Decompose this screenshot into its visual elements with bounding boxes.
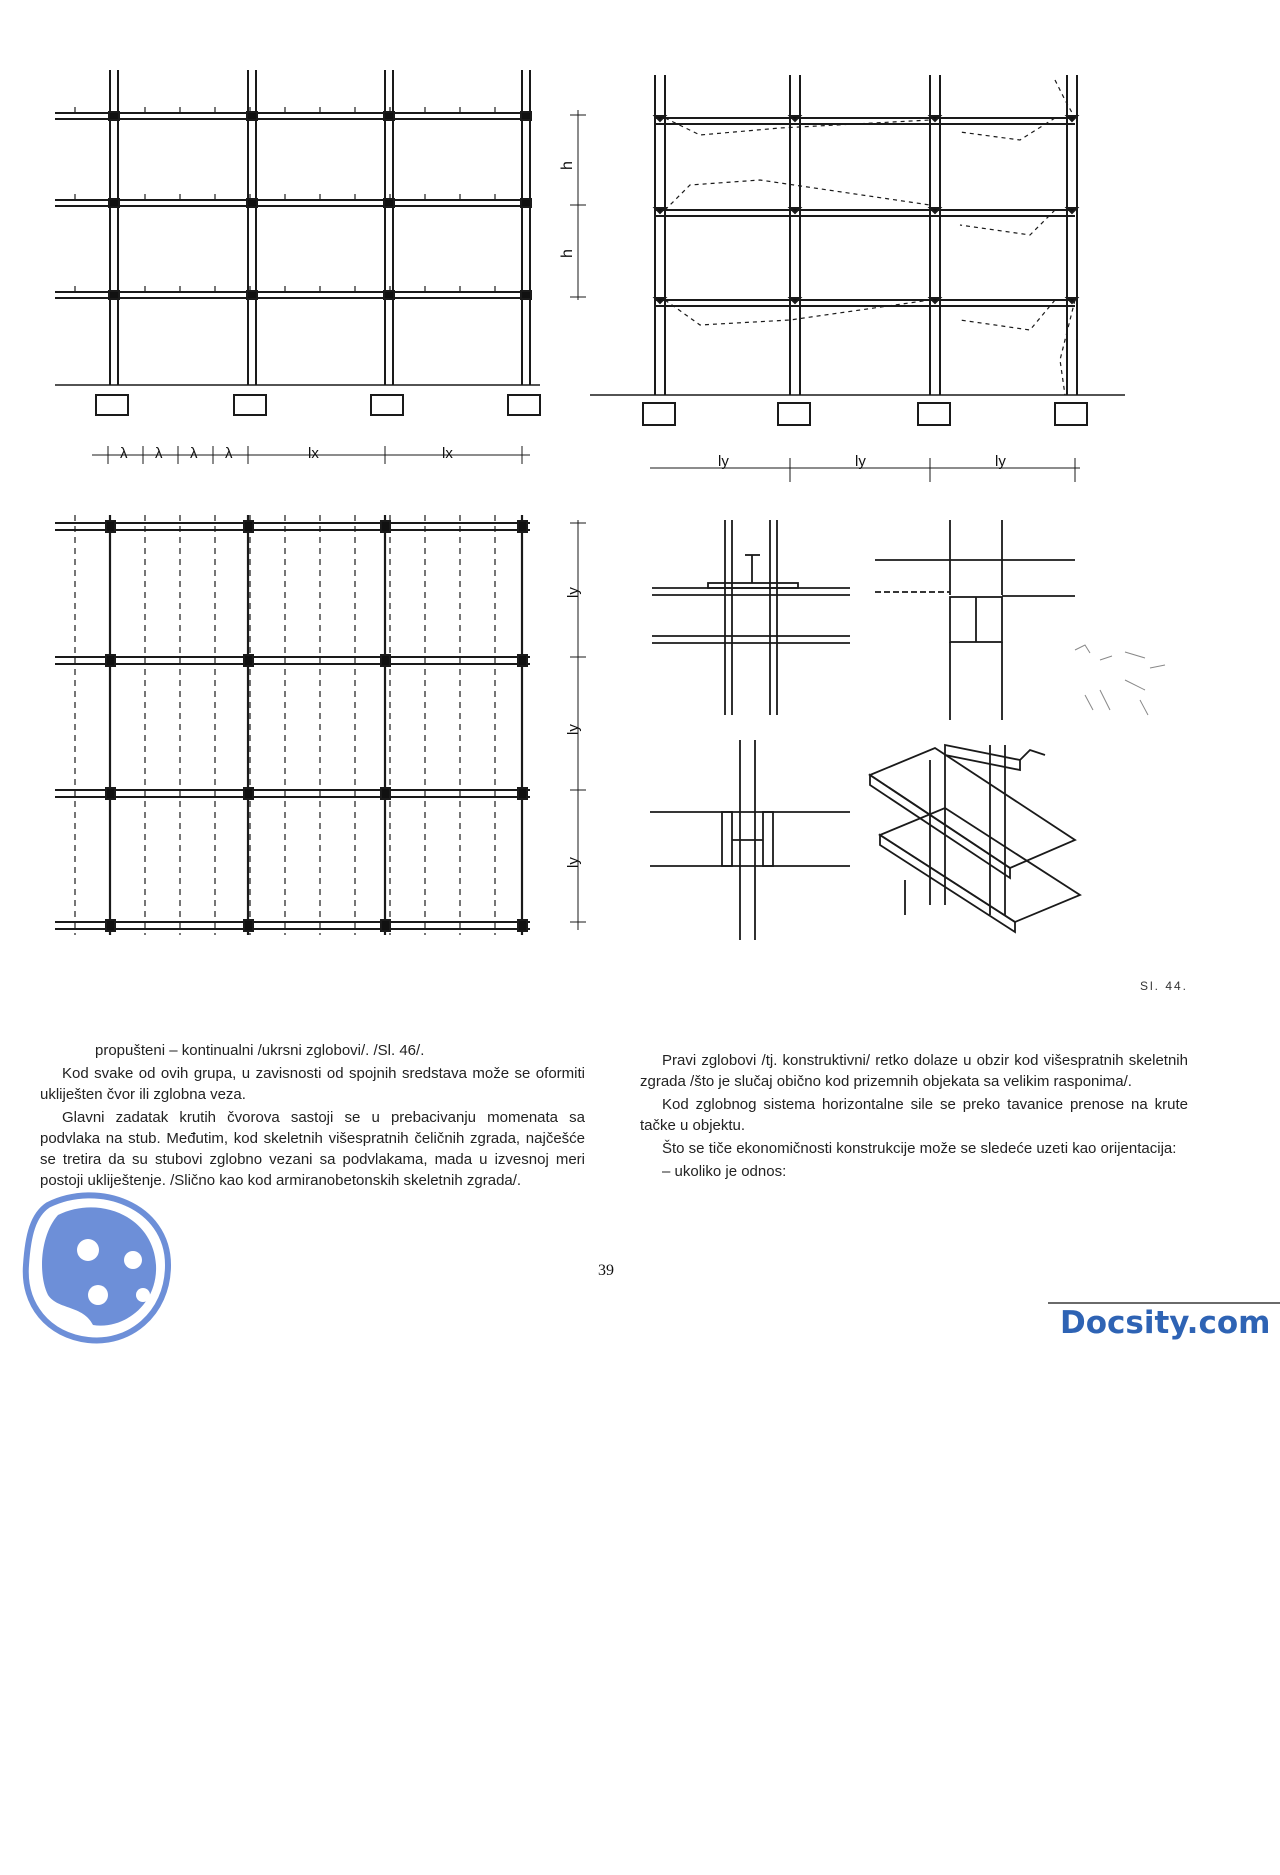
- dim-lx-2: lx: [442, 445, 453, 462]
- height-dimension: [570, 110, 586, 300]
- right-paragraph-3: Što se tiče ekonomičnosti konstrukcije može se sledeće uzeti kao orijentacija:: [662, 1140, 1177, 1157]
- brand-divider: [1048, 1302, 1280, 1304]
- joint-detail-2: [875, 520, 1075, 720]
- docsity-logo-icon: [18, 1185, 178, 1350]
- right-paragraph-4: – ukoliko je odnos:: [662, 1163, 787, 1180]
- joint-detail-3: [650, 740, 850, 940]
- hinged-frame-elevation: [590, 75, 1125, 425]
- dim-lambda-2: λ: [155, 445, 163, 462]
- left-paragraph-3: Glavni zadatak krutih čvorova sastoji se u prebacivanju momenata sa podvlaka na stub. Međutim, kod skeletnih višespratnih čeličnih zgrada, najčešće se tretira da su stubovi zglobno vezani sa podvlakama, mada u izvesnoj meri postoji ukliještenje. /Slično kao kod armiranobetonskih skeletnih zgrada/.: [40, 1109, 585, 1189]
- brand-watermark[interactable]: Docsity.com: [1060, 1305, 1271, 1341]
- dim-ly-5: ly: [565, 724, 582, 735]
- page-number: 39: [598, 1262, 614, 1279]
- dim-h-2: h: [559, 249, 576, 258]
- dim-h-1: h: [559, 161, 576, 170]
- joint-detail-1: [652, 520, 850, 715]
- dim-ly-2: ly: [855, 453, 866, 470]
- left-paragraph-2: Kod svake od ovih grupa, u zavisnosti od spojnih sredstava može se oformiti ukliješten čvor ili zglobna veza.: [40, 1065, 585, 1103]
- left-paragraph-1: propušteni – kontinualni /ukrsni zglobovi/. /Sl. 46/.: [95, 1042, 425, 1059]
- rigid-frame-elevation: [55, 70, 540, 415]
- dim-ly-3: ly: [995, 453, 1006, 470]
- joint-detail-isometric: [870, 745, 1080, 932]
- dim-lambda-1: λ: [120, 445, 128, 462]
- dim-ly-6: ly: [565, 857, 582, 868]
- right-paragraph-2: Kod zglobnog sistema horizontalne sile se preko tavanice prenose na krute tačke u objektu.: [640, 1096, 1188, 1134]
- dim-ly-4: ly: [565, 587, 582, 598]
- sketch-marks: [1075, 645, 1165, 715]
- dim-lx-1: lx: [308, 445, 319, 462]
- dim-ly-1: ly: [718, 453, 729, 470]
- floor-plan: [55, 515, 530, 935]
- right-text-column: [640, 1050, 1188, 1184]
- left-text-column: [40, 1040, 585, 1193]
- right-paragraph-1: Pravi zglobovi /tj. konstruktivni/ retko dolaze u obzir kod višespratnih skeletnih zgrada /što je slučaj obično kod prizemnih objekata sa velikim rasponima/.: [640, 1052, 1188, 1090]
- dim-lambda-3: λ: [190, 445, 198, 462]
- dim-lambda-4: λ: [225, 445, 233, 462]
- figure-caption: Sl. 44.: [1140, 979, 1189, 993]
